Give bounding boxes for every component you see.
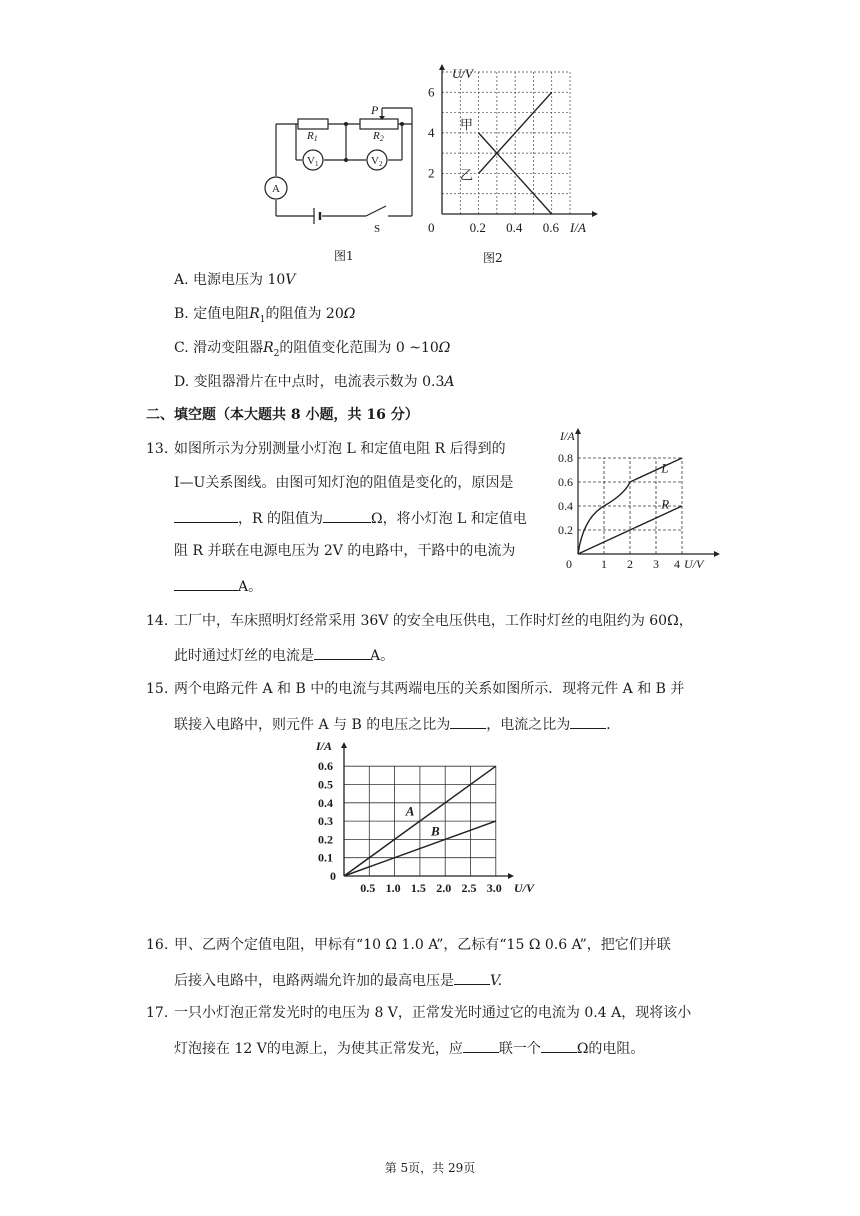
section-heading: 二、填空题（本大题共 8 小题，共 16 分） xyxy=(146,407,419,423)
q13-line1: 如图所示为分别测量小灯泡 L 和定值电阻 R 后得到的 xyxy=(174,441,506,457)
q15-blank-2[interactable] xyxy=(570,713,606,729)
resistor-r1 xyxy=(298,119,328,129)
q13-line3: ，R 的阻值为 Ω，将小灯泡 L 和定值电 xyxy=(174,507,527,529)
q15-number: 15. xyxy=(146,681,169,697)
origin-label: 0 xyxy=(330,869,336,883)
q17-line2: 灯泡接在 12 V的电源上，为使其正常发光，应 联一个 Ω的电阻。 xyxy=(174,1037,644,1059)
y-tick-label: 0.1 xyxy=(318,850,333,865)
y-tick-label: 0.8 xyxy=(558,451,573,465)
origin-label: 0 xyxy=(566,557,572,571)
y-tick-label: 4 xyxy=(428,124,435,140)
x-axis-label: U/V xyxy=(684,557,704,571)
circuit-diagram-fig1 xyxy=(262,96,422,236)
x-axis-arrow xyxy=(592,211,598,217)
q13-blank-1[interactable] xyxy=(174,507,238,523)
q17-line1: 一只小灯泡正常发光时的电压为 8 V，正常发光时通过它的电流为 0.4 A，现将该小 xyxy=(174,1005,692,1021)
option-b[interactable]: B. 定值电阻$R_1$的阻值为 20Ω xyxy=(174,306,356,325)
y-axis-label: I/A xyxy=(560,429,575,443)
y-tick-label: 0.4 xyxy=(558,499,573,513)
option-d[interactable]: D. 变阻器滑片在中点时，电流表示数为 0.3A xyxy=(174,374,455,390)
q15-line2: 联接入电路中，则元件 A 与 B 的电压之比为 ，电流之比为 ． xyxy=(174,713,620,735)
y-tick-label: 0.2 xyxy=(558,523,573,537)
x-tick-label: 0.2 xyxy=(469,220,486,235)
series-label-L: L xyxy=(661,460,669,476)
svg-text:A: A xyxy=(272,183,280,195)
y-axis-arrow xyxy=(575,428,581,434)
x-tick-label: 1.5 xyxy=(410,881,426,895)
q13-number: 13. xyxy=(146,441,169,457)
q17-blank-1[interactable] xyxy=(463,1037,499,1053)
q13-blank-2[interactable] xyxy=(323,507,371,523)
q13-blank-3[interactable] xyxy=(174,575,238,591)
q16-line2: 后接入电路中，电路两端允许加的最高电压是 V. xyxy=(174,969,502,991)
q15-line1: 两个电路元件 A 和 B 中的电流与其两端电压的关系如图所示．现将元件 A 和 B 并 xyxy=(174,681,685,697)
x-tick-label: 0.6 xyxy=(542,220,559,235)
y-axis-arrow xyxy=(439,64,445,70)
label-p: P xyxy=(371,103,379,117)
page-footer: 第 5页，共 29页 xyxy=(384,1161,476,1175)
fig2-caption: 图2 xyxy=(483,251,503,265)
option-c[interactable]: C. 滑动变阻器$R_2$的阻值变化范围为 0 ~10Ω xyxy=(174,340,451,359)
y-tick-label: 2 xyxy=(428,165,435,181)
y-axis-label: I/A xyxy=(316,739,333,753)
chart-fig2 xyxy=(420,62,600,242)
option-a[interactable]: A. 电源电压为 10V xyxy=(174,272,296,288)
series-label-jia: 甲 xyxy=(460,116,474,132)
x-tick-label: 2.5 xyxy=(461,881,477,895)
q16-number: 16. xyxy=(146,937,169,953)
x-tick-label: 2 xyxy=(627,557,633,571)
y-tick-label: 0.2 xyxy=(318,832,333,847)
q14-line1: 工厂中，车床照明灯经常采用 36V 的安全电压供电，工作时灯丝的电阻约为 60Ω， xyxy=(174,613,693,629)
origin-label: 0 xyxy=(428,220,435,235)
y-axis-label: U/V xyxy=(452,66,473,81)
x-axis-label: I/A xyxy=(570,220,586,235)
q14-blank[interactable] xyxy=(314,644,370,660)
y-tick-label: 0.3 xyxy=(318,814,333,829)
y-tick-label: 0.6 xyxy=(558,475,573,489)
q14-number: 14. xyxy=(146,613,169,629)
resistor-r2 xyxy=(360,119,398,129)
y-tick-label: 0.5 xyxy=(318,777,333,792)
q14-line2: 此时通过灯丝的电流是 A。 xyxy=(174,644,394,666)
x-tick-label: 0.5 xyxy=(360,881,376,895)
svg-text:R2: R2 xyxy=(373,130,384,143)
chart-q15 xyxy=(300,736,535,900)
svg-text:V1: V1 xyxy=(307,155,319,168)
series-label-R: R xyxy=(661,496,670,512)
y-tick-label: 0.6 xyxy=(318,759,333,774)
x-axis-arrow xyxy=(714,551,720,557)
series-label-yi: 乙 xyxy=(460,167,474,183)
x-tick-label: 2.0 xyxy=(436,881,452,895)
svg-text:R1: R1 xyxy=(307,130,318,143)
q17-number: 17. xyxy=(146,1005,169,1021)
x-axis-arrow xyxy=(508,873,514,879)
x-tick-label: 3 xyxy=(653,557,659,571)
x-tick-label: 1.0 xyxy=(385,881,401,895)
x-axis-label: U/V xyxy=(514,881,535,895)
x-tick-label: 3.0 xyxy=(486,881,502,895)
fig1-caption: 图1 xyxy=(334,249,354,263)
q15-blank-1[interactable] xyxy=(450,713,486,729)
x-tick-label: 0.4 xyxy=(506,220,523,235)
series-label-B: B xyxy=(431,823,440,839)
q13-line5: A。 xyxy=(174,575,262,597)
y-tick-label: 6 xyxy=(428,84,435,100)
q13-line2: I—U关系图线。由图可知灯泡的阻值是变化的，原因是 xyxy=(174,475,514,491)
y-axis-arrow xyxy=(341,742,347,748)
chart-q13 xyxy=(558,426,728,576)
y-tick-label: 0.4 xyxy=(318,795,333,810)
x-tick-label: 1 xyxy=(601,557,607,571)
svg-text:S: S xyxy=(374,223,381,235)
q13-line4: 阻 R 并联在电源电压为 2V 的电路中，干路中的电流为 xyxy=(174,543,516,559)
q17-blank-2[interactable] xyxy=(541,1037,577,1053)
q16-blank[interactable] xyxy=(454,969,490,985)
svg-text:V2: V2 xyxy=(371,155,383,168)
series-label-A: A xyxy=(405,803,415,819)
q16-line1: 甲、乙两个定值电阻，甲标有“10 Ω 1.0 A”，乙标有“15 Ω 0.6 A”，把它们并联 xyxy=(174,937,671,953)
x-tick-label: 4 xyxy=(674,557,680,571)
